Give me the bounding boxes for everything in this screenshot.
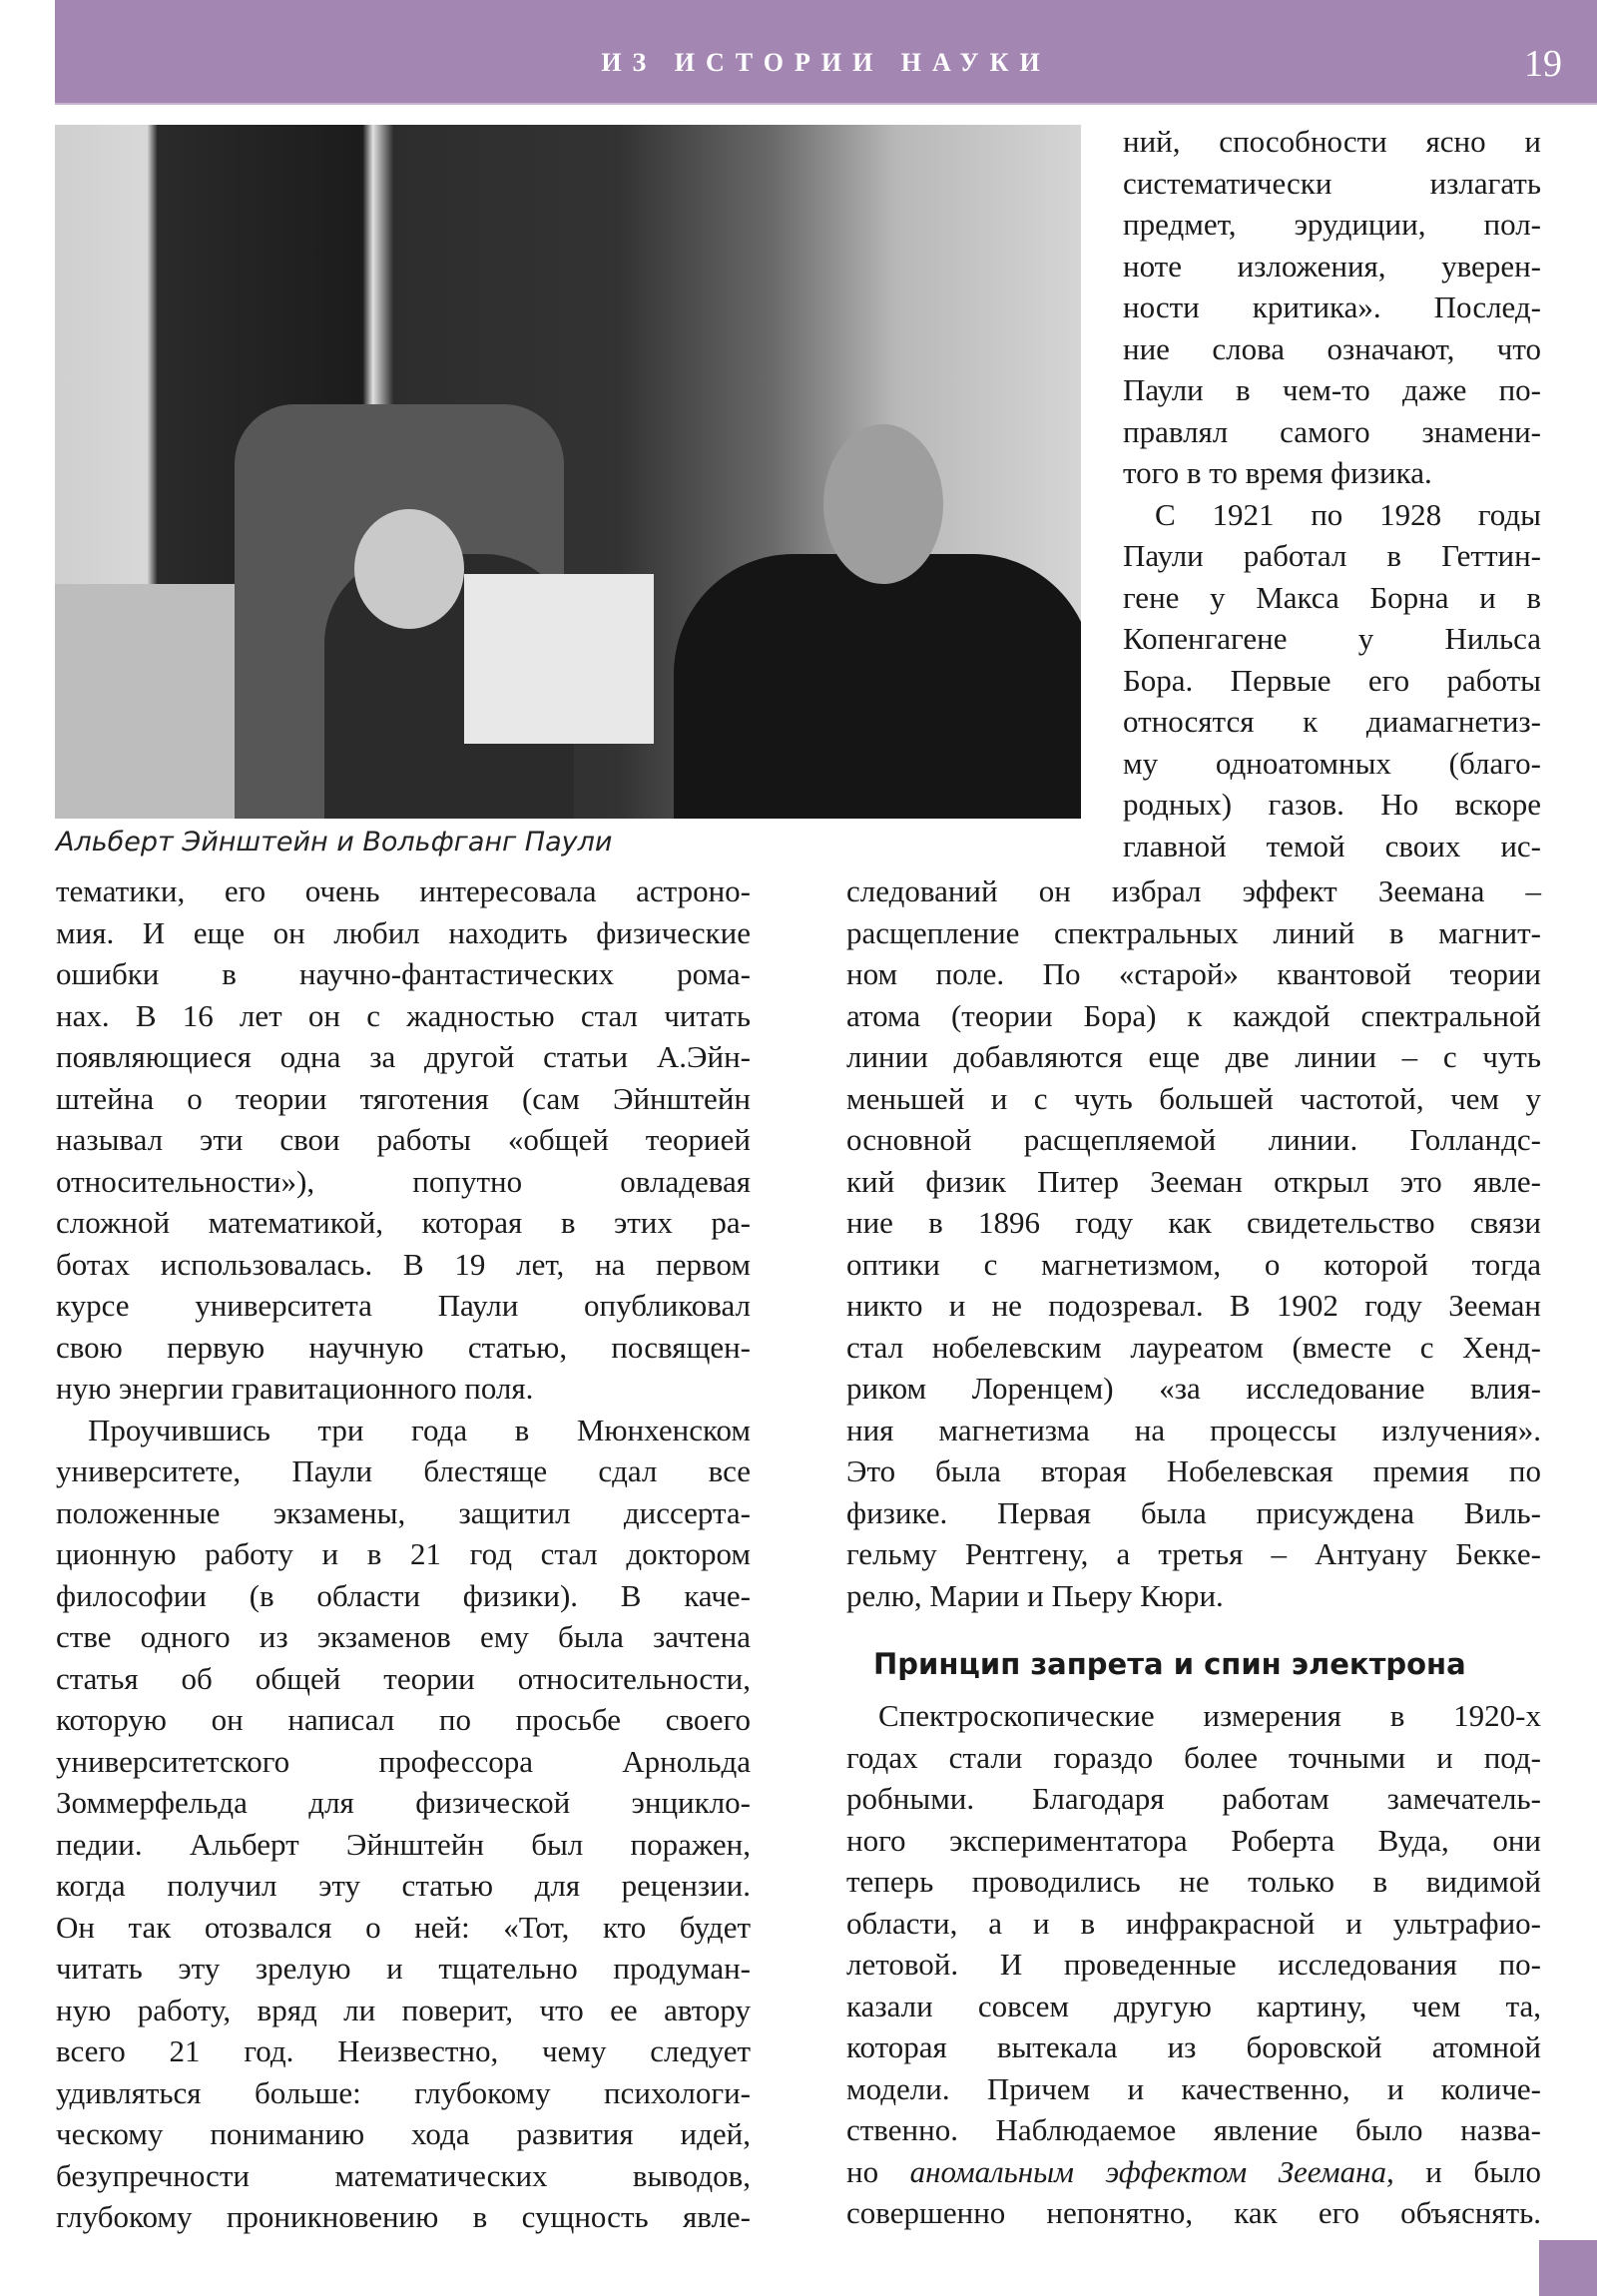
text-line: ственно. Наблюдаемое явление было назва- — [846, 2112, 1541, 2147]
text-line: Копенгагене у Нильса — [1123, 621, 1541, 656]
text-line: глубокому проникновению в сущность явле- — [56, 2199, 751, 2234]
text-line: ботах использовалась. В 19 лет, на первом — [56, 1246, 751, 1282]
text-line: меньшей и с чуть большей частотой, чем у — [846, 1080, 1541, 1116]
text-line: ном поле. По «старой» квантовой теории — [846, 956, 1541, 991]
text-line: называл эти свои работы «общей теорией — [56, 1122, 751, 1157]
photo-lamp — [464, 574, 654, 744]
section-heading: Принцип запрета и спин электрона — [873, 1647, 1466, 1681]
text-column-right — [846, 870, 1541, 1616]
text-line: области, а и в инфракрасной и ультрафио- — [846, 1905, 1541, 1941]
text-line: следований он избрал эффект Зеемана – — [846, 873, 1541, 908]
text-line: курсе университета Паули опубликовал — [56, 1288, 751, 1323]
text-line: относятся к диамагнетиз- — [1123, 704, 1541, 739]
text-line: Это была вторая Нобелевская премия по — [846, 1453, 1541, 1488]
text-line: годах стали гораздо более точными и под- — [846, 1739, 1541, 1775]
text-line: стал нобелевским лауреатом (вместе с Хенд- — [846, 1329, 1541, 1365]
text-line: линии добавляются еще две линии – с чуть — [846, 1039, 1541, 1074]
text-line: Зоммерфельда для физической энцикло- — [56, 1785, 751, 1820]
text-line: всего 21 год. Неизвестно, чему следует — [56, 2033, 751, 2068]
text-line: университетского профессора Арнольда — [56, 1743, 751, 1779]
text-line: положенные экзамены, защитил диссерта- — [56, 1494, 751, 1530]
text-line: Спектроскопические измерения в 1920-х — [878, 1698, 1541, 1733]
text-line: ния магнетизма на процессы излучения». — [846, 1412, 1541, 1447]
text-line: ционную работу и в 21 год стал доктором — [56, 1536, 751, 1571]
text-column-right-top — [1123, 121, 1541, 866]
text-line — [846, 2151, 1541, 2193]
text-line: которая вытекала из боровской атомной — [846, 2029, 1541, 2064]
text-line: физике. Первая была присуждена Виль- — [846, 1494, 1541, 1530]
text-segment: но — [846, 2153, 910, 2189]
text-line: Проучившись три года в Мюнхенском — [88, 1412, 751, 1447]
text-line: му одноатомных (благо- — [1123, 745, 1541, 781]
text-line: казали совсем другую картину, чем та, — [846, 1988, 1541, 2023]
text-line: главной темой своих ис- — [1123, 828, 1541, 863]
text-line: педии. Альберт Эйнштейн был поражен, — [56, 1826, 751, 1862]
text-line: ний, способности ясно и — [1123, 124, 1541, 159]
text-line: стве одного из экзаменов ему была зачтена — [56, 1619, 751, 1654]
text-line: правлял самого знамени- — [1123, 413, 1541, 449]
text-line: ошибки в научно-фантастических рома- — [56, 956, 751, 991]
text-line: относительности»), попутно овладевая — [56, 1163, 751, 1199]
text-line: основной расщепляемой линии. Голландс- — [846, 1122, 1541, 1157]
text-column-right-bottom — [846, 1695, 1541, 2234]
italic-term: аномальным эффектом Зеемана, — [909, 2153, 1394, 2189]
text-line: ности критика». Послед- — [1123, 289, 1541, 324]
page-number: 19 — [1524, 43, 1562, 85]
photo-figure-pauli — [674, 554, 1081, 819]
text-line: кий физик Питер Зееман открыл это явле- — [846, 1163, 1541, 1199]
text-line: статья об общей теории относительности, — [56, 1660, 751, 1696]
text-line: ние слова означают, что — [1123, 330, 1541, 366]
text-line: Бора. Первые его работы — [1123, 662, 1541, 698]
text-line: тематики, его очень интересовала астроно- — [56, 873, 751, 908]
text-line: Он так отозвался о ней: «Тот, кто будет — [56, 1909, 751, 1945]
text-line: ческому пониманию хода развития идей, — [56, 2116, 751, 2151]
text-line: летовой. И проведенные исследования по- — [846, 1947, 1541, 1982]
text-line: ного экспериментатора Роберта Вуда, они — [846, 1822, 1541, 1858]
text-line: ную работу, вряд ли поверит, что ее автору — [56, 1992, 751, 2027]
text-line: штейна о теории тяготения (сам Эйнштейн — [56, 1080, 751, 1116]
text-line: когда получил эту статью для рецензии. — [56, 1868, 751, 1903]
text-line: атома (теории Бора) к каждой спектральной — [846, 997, 1541, 1033]
text-line: теперь проводились не только в видимой — [846, 1864, 1541, 1899]
text-line: удивляться больше: глубокому психологи- — [56, 2074, 751, 2110]
text-column-left — [56, 870, 751, 2238]
text-line: безупречности математических выводов, — [56, 2157, 751, 2193]
text-line: предмет, эрудиции, пол- — [1123, 207, 1541, 242]
photo-einstein-pauli — [55, 125, 1081, 819]
text-line: ную энергии гравитационного поля. — [56, 1371, 534, 1406]
text-line: того в то время физика. — [1123, 455, 1432, 490]
text-line: никто и не подозревал. В 1902 году Зееман — [846, 1288, 1541, 1323]
text-line: релю, Марии и Пьеру Кюри. — [846, 1577, 1224, 1613]
page-corner-marker — [1539, 2240, 1597, 2296]
text-line: которую он написал по просьбе своего — [56, 1702, 751, 1737]
photo-head-einstein — [354, 509, 464, 629]
text-line: сложной математикой, которая в этих ра- — [56, 1205, 751, 1240]
text-line: модели. Причем и качественно, и количе- — [846, 2070, 1541, 2106]
text-line: родных) газов. Но вскоре — [1123, 787, 1541, 822]
text-line: ние в 1896 году как свидетельство связи — [846, 1205, 1541, 1240]
text-line: мия. И еще он любил находить физические — [56, 914, 751, 950]
text-segment: и было — [1393, 2153, 1542, 2189]
text-line: Паули в чем-то даже по- — [1123, 372, 1541, 407]
text-line: риком Лоренцем) «за исследование влия- — [846, 1371, 1541, 1406]
text-line: Паули работал в Геттин- — [1123, 538, 1541, 573]
text-line: систематически излагать — [1123, 165, 1541, 201]
photo-caption: Альберт Эйнштейн и Вольфганг Паули — [56, 827, 613, 858]
text-line: свою первую научную статью, посвящен- — [56, 1329, 751, 1365]
text-line: С 1921 по 1928 годы — [1155, 496, 1541, 532]
text-line: совершенно непонятно, как его объяснять. — [846, 2195, 1541, 2230]
section-title: ИЗ ИСТОРИИ НАУКИ — [601, 48, 1051, 77]
text-line: философии (в области физики). В каче- — [56, 1577, 751, 1613]
text-line: нах. В 16 лет он с жадностью стал читать — [56, 997, 751, 1033]
text-line: ноте изложения, уверен- — [1123, 248, 1541, 284]
text-line: университете, Паули блестяще сдал все — [56, 1453, 751, 1488]
photo-head-pauli — [823, 424, 943, 584]
text-line: читать эту зрелую и тщательно продуман- — [56, 1951, 751, 1986]
page-header — [55, 0, 1597, 105]
text-line: гельму Рентгену, а третья – Антуану Беккe- — [846, 1536, 1541, 1571]
text-line: гене у Макса Борна и в — [1123, 579, 1541, 615]
text-line: оптики с магнетизмом, о которой тогда — [846, 1246, 1541, 1282]
text-line: появляющиеся одна за другой статьи А.Эйн- — [56, 1039, 751, 1074]
text-line: робными. Благодаря работам замечатель- — [846, 1781, 1541, 1816]
text-line: расщепление спектральных линий в магнит- — [846, 914, 1541, 950]
